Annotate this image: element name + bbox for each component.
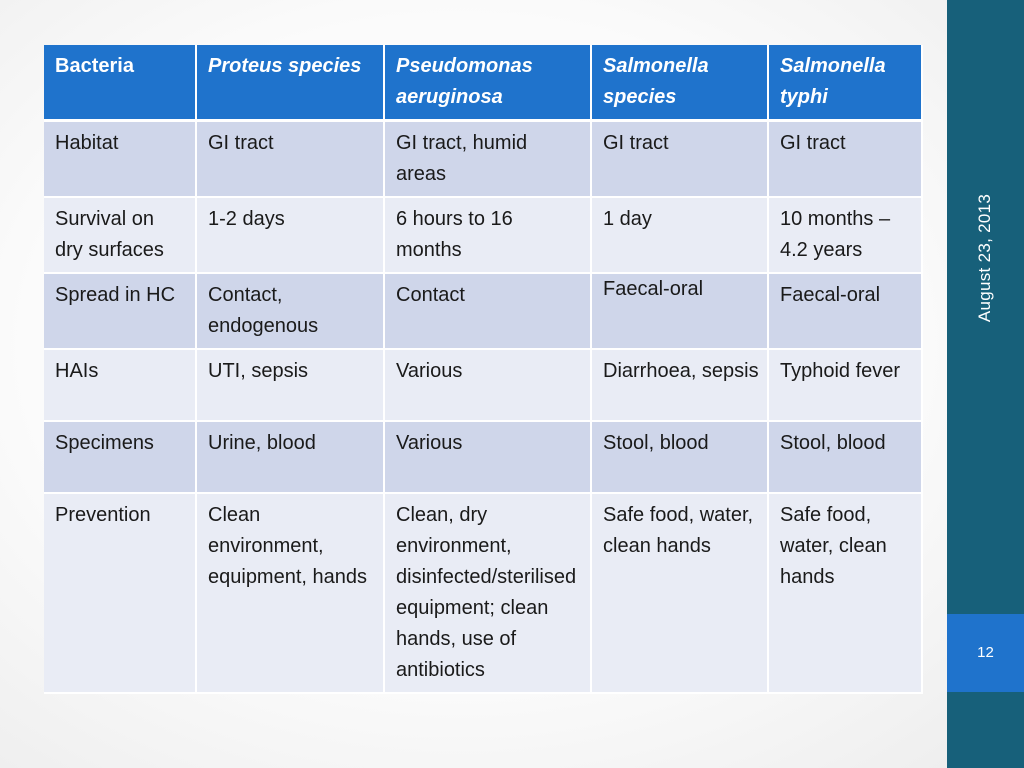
table-cell: UTI, sepsis <box>197 350 385 422</box>
table-header-row <box>44 45 923 122</box>
row-label: Spread in HC <box>44 274 197 350</box>
table-cell: GI tract <box>197 122 385 198</box>
header-pseudomonas: Pseudomonas aeruginosa <box>385 45 592 122</box>
table-cell: Contact, endogenous <box>197 274 385 350</box>
table-cell: Clean, dry environment, disinfected/sterilised equipment; clean hands, use of antibiotics <box>385 494 592 694</box>
table-cell: GI tract <box>592 122 769 198</box>
table-row-spread <box>44 274 923 350</box>
header-bacteria: Bacteria <box>44 45 197 122</box>
table-cell: 10 months – 4.2 years <box>769 198 923 274</box>
table-cell: Clean environment, equipment, hands <box>197 494 385 694</box>
table-cell: Safe food, water, clean hands <box>769 494 923 694</box>
header-proteus: Proteus species <box>197 45 385 122</box>
table-row-habitat <box>44 122 923 198</box>
table-row-specimens <box>44 422 923 494</box>
table-cell: Safe food, water, clean hands <box>592 494 769 694</box>
header-salmonella-species: Salmonella species <box>592 45 769 122</box>
row-label: Survival on dry surfaces <box>44 198 197 274</box>
table-cell: 1 day <box>592 198 769 274</box>
table-cell: Various <box>385 350 592 422</box>
table-cell: Stool, blood <box>769 422 923 494</box>
table-row-survival <box>44 198 923 274</box>
table-cell: GI tract <box>769 122 923 198</box>
table-cell: Faecal-oral <box>592 274 769 350</box>
row-label: Habitat <box>44 122 197 198</box>
page-number: 12 <box>977 644 994 661</box>
table-row-prevention <box>44 494 923 694</box>
table-cell: Various <box>385 422 592 494</box>
row-label: Specimens <box>44 422 197 494</box>
table-cell: Contact <box>385 274 592 350</box>
table-cell: Typhoid fever <box>769 350 923 422</box>
table-row-hais <box>44 350 923 422</box>
bacteria-comparison-table <box>44 45 923 694</box>
table-cell: Urine, blood <box>197 422 385 494</box>
row-label: Prevention <box>44 494 197 694</box>
header-salmonella-typhi: Salmonella typhi <box>769 45 923 122</box>
table-cell: Faecal-oral <box>769 274 923 350</box>
table-cell: 6 hours to 16 months <box>385 198 592 274</box>
table-cell: GI tract, humid areas <box>385 122 592 198</box>
table-cell: Diarrhoea, sepsis <box>592 350 769 422</box>
slide-date: August 23, 2013 <box>975 193 994 323</box>
page-number-box <box>947 614 1024 692</box>
table-cell: Stool, blood <box>592 422 769 494</box>
table-cell: 1-2 days <box>197 198 385 274</box>
row-label: HAIs <box>44 350 197 422</box>
